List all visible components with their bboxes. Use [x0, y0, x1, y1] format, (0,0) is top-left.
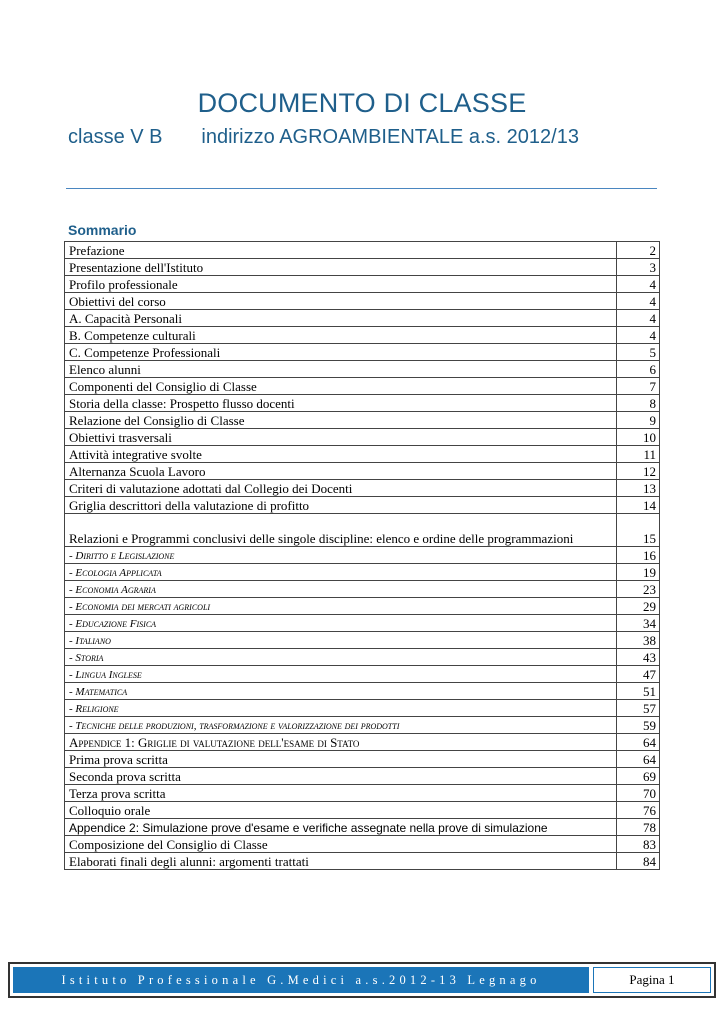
- toc-entry[interactable]: Alternanza Scuola Lavoro: [65, 463, 617, 480]
- toc-row: [65, 242, 660, 259]
- toc-entry[interactable]: Terza prova scritta: [65, 785, 617, 802]
- toc-entry-subject[interactable]: - Matematica: [65, 683, 617, 700]
- toc-entry[interactable]: Prefazione: [65, 242, 617, 259]
- title-divider: [66, 188, 657, 189]
- toc-row: [65, 615, 660, 632]
- toc-page: 9: [617, 412, 660, 429]
- toc-page: 34: [617, 615, 660, 632]
- toc-row: [65, 768, 660, 785]
- toc-page: 11: [617, 446, 660, 463]
- toc-row: [65, 598, 660, 615]
- toc-page: 19: [617, 564, 660, 581]
- toc-page: 5: [617, 344, 660, 361]
- toc-row: [65, 378, 660, 395]
- toc-entry[interactable]: Profilo professionale: [65, 276, 617, 293]
- toc-row: [65, 717, 660, 734]
- toc-row: [65, 666, 660, 683]
- toc-row: [65, 836, 660, 853]
- toc-page: 83: [617, 836, 660, 853]
- toc-entry[interactable]: Griglia descrittori della valutazione di profitto: [65, 497, 617, 514]
- toc-row: [65, 446, 660, 463]
- toc-row: [65, 429, 660, 446]
- toc-page: 70: [617, 785, 660, 802]
- toc-row: [65, 802, 660, 819]
- toc-row: [65, 259, 660, 276]
- toc-entry[interactable]: Criteri di valutazione adottati dal Collegio dei Docenti: [65, 480, 617, 497]
- toc-entry-subject[interactable]: - Storia: [65, 649, 617, 666]
- toc-page: 29: [617, 598, 660, 615]
- toc-row: [65, 734, 660, 751]
- page-number: Pagina 1: [593, 967, 711, 993]
- document-subtitle: classe V B indirizzo AGROAMBIENTALE a.s. 2012/13: [68, 126, 579, 148]
- toc-page: 12: [617, 463, 660, 480]
- toc-entry[interactable]: Elenco alunni: [65, 361, 617, 378]
- toc-row: [65, 361, 660, 378]
- toc-page: 78: [617, 819, 660, 836]
- toc-row: [65, 412, 660, 429]
- toc-entry-subject[interactable]: - Italiano: [65, 632, 617, 649]
- toc-entry[interactable]: Obiettivi del corso: [65, 293, 617, 310]
- toc-page: 16: [617, 547, 660, 564]
- toc-entry[interactable]: Composizione del Consiglio di Classe: [65, 836, 617, 853]
- toc-entry[interactable]: Storia della classe: Prospetto flusso docenti: [65, 395, 617, 412]
- footer-institute: Istituto Professionale G.Medici a.s.2012-13 Legnago: [13, 967, 589, 993]
- toc-row: [65, 276, 660, 293]
- toc-row: [65, 785, 660, 802]
- toc-page: 59: [617, 717, 660, 734]
- toc-row: [65, 564, 660, 581]
- toc-row: [65, 649, 660, 666]
- toc-entry[interactable]: Obiettivi trasversali: [65, 429, 617, 446]
- toc-row: [65, 547, 660, 564]
- toc-page: 4: [617, 276, 660, 293]
- toc-entry-subject[interactable]: - Educazione Fisica: [65, 615, 617, 632]
- toc-page: 4: [617, 327, 660, 344]
- toc-page: 8: [617, 395, 660, 412]
- toc-row: [65, 683, 660, 700]
- toc-entry[interactable]: B. Competenze culturali: [65, 327, 617, 344]
- toc-page: 15: [617, 514, 660, 547]
- toc-page: 64: [617, 734, 660, 751]
- toc-row: [65, 581, 660, 598]
- toc-page: 4: [617, 310, 660, 327]
- toc-row: [65, 497, 660, 514]
- toc-page: 38: [617, 632, 660, 649]
- toc-entry[interactable]: Relazione del Consiglio di Classe: [65, 412, 617, 429]
- toc-row: [65, 632, 660, 649]
- toc-row: [65, 514, 660, 547]
- toc-page: 4: [617, 293, 660, 310]
- toc-row: [65, 395, 660, 412]
- toc-row: [65, 700, 660, 717]
- toc-row: [65, 751, 660, 768]
- toc-entry[interactable]: A. Capacità Personali: [65, 310, 617, 327]
- toc-page: 76: [617, 802, 660, 819]
- toc-page: 57: [617, 700, 660, 717]
- toc-entry[interactable]: Colloquio orale: [65, 802, 617, 819]
- toc-heading: Sommario: [68, 222, 137, 238]
- toc-page: 2: [617, 242, 660, 259]
- toc-row: [65, 480, 660, 497]
- toc-row: [65, 344, 660, 361]
- toc-page: 3: [617, 259, 660, 276]
- toc-entry[interactable]: Presentazione dell'Istituto: [65, 259, 617, 276]
- toc-entry[interactable]: C. Competenze Professionali: [65, 344, 617, 361]
- toc-row: [65, 819, 660, 836]
- toc-entry[interactable]: Relazioni e Programmi conclusivi delle singole discipline: elenco e ordine delle programmazioni: [65, 514, 617, 547]
- toc-entry-subject[interactable]: - Diritto e Legislazione: [65, 547, 617, 564]
- toc-entry[interactable]: Seconda prova scritta: [65, 768, 617, 785]
- toc-page: 6: [617, 361, 660, 378]
- toc-entry-subject[interactable]: - Economia Agraria: [65, 581, 617, 598]
- toc-page: 13: [617, 480, 660, 497]
- toc-entry[interactable]: Elaborati finali degli alunni: argomenti trattati: [65, 853, 617, 870]
- toc-entry[interactable]: Appendice 2: Simulazione prove d'esame e verifiche assegnate nella prove di simulazione: [65, 819, 617, 836]
- toc-entry-subject[interactable]: - Economia dei mercati agricoli: [65, 598, 617, 615]
- toc-page: 51: [617, 683, 660, 700]
- toc-page: 7: [617, 378, 660, 395]
- toc-page: 69: [617, 768, 660, 785]
- toc-page: 84: [617, 853, 660, 870]
- toc-page: 64: [617, 751, 660, 768]
- toc-row: [65, 853, 660, 870]
- toc-table: [64, 241, 660, 870]
- toc-entry[interactable]: Appendice 1: Griglie di valutazione dell'esame di Stato: [65, 734, 617, 751]
- toc-entry-subject[interactable]: - Lingua Inglese: [65, 666, 617, 683]
- page-footer: [8, 962, 716, 998]
- document-title: DOCUMENTO DI CLASSE: [197, 88, 527, 118]
- toc-row: [65, 327, 660, 344]
- toc-page: 10: [617, 429, 660, 446]
- toc-row: [65, 310, 660, 327]
- toc-row: [65, 293, 660, 310]
- toc-entry-subject[interactable]: - Ecologia Applicata: [65, 564, 617, 581]
- toc-entry[interactable]: Attività integrative svolte: [65, 446, 617, 463]
- toc-entry-subject[interactable]: - Religione: [65, 700, 617, 717]
- toc-entry[interactable]: Componenti del Consiglio di Classe: [65, 378, 617, 395]
- toc-entry-subject[interactable]: - Tecniche delle produzioni, trasformazione e valorizzazione dei prodotti: [65, 717, 617, 734]
- toc-page: 23: [617, 581, 660, 598]
- toc-entry[interactable]: Prima prova scritta: [65, 751, 617, 768]
- toc-page: 43: [617, 649, 660, 666]
- toc-row: [65, 463, 660, 480]
- toc-page: 47: [617, 666, 660, 683]
- toc-page: 14: [617, 497, 660, 514]
